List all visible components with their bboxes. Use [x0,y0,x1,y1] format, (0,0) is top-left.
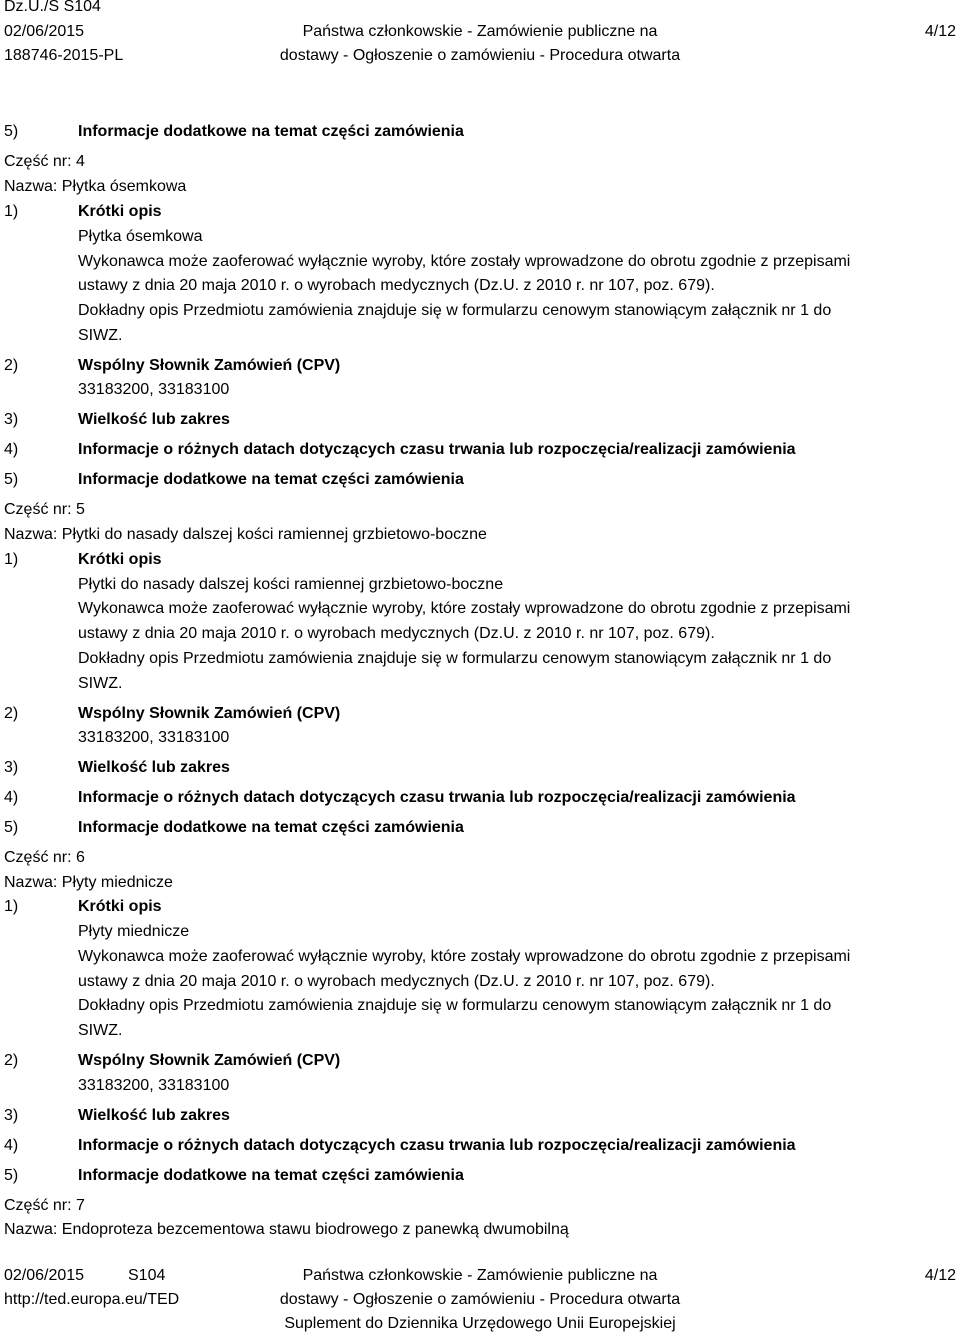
cpv-codes: 33183200, 33183100 [78,729,230,746]
section-5-heading [4,122,464,142]
section-title: Krótki opis [78,551,162,568]
footer-url[interactable]: http://ted.europa.eu/TED [4,1291,180,1308]
section-1-heading [4,202,162,222]
description-line: Dokładny opis Przedmiotu zamówienia znajduje się w formularzu cenowym stanowiącym załącznik nr 1 do [78,650,832,667]
section-number: 1) [4,898,19,915]
short-description-title: Płytki do nasady dalszej kości ramiennej grzbietowo-boczne [78,576,504,593]
section-number: 3) [4,1107,19,1124]
section-title: Informacje o różnych datach dotyczących czasu trwania lub rozpoczęcia/realizacji zamówienia [78,1137,796,1154]
section-number: 2) [4,357,19,374]
footer-date: 02/06/2015 [4,1267,85,1284]
header-date: 02/06/2015 [4,23,85,40]
section-2-heading [4,704,340,724]
part-number: Część nr: 6 [4,849,85,866]
cpv-codes: 33183200, 33183100 [78,1077,230,1094]
section-number: 4) [4,441,19,458]
section-5-heading [4,470,464,490]
part-number: Część nr: 7 [4,1197,85,1214]
section-3-heading [4,410,230,430]
section-number: 1) [4,551,19,568]
section-title: Informacje dodatkowe na temat części zamówienia [78,123,464,140]
header-page-number: 4/12 [924,23,956,40]
footer-page-number: 4/12 [924,1267,956,1284]
section-number: 3) [4,411,19,428]
section-number: 4) [4,1137,19,1154]
section-title: Wielkość lub zakres [78,759,230,776]
section-title: Informacje o różnych datach dotyczących czasu trwania lub rozpoczęcia/realizacji zamówienia [78,789,796,806]
part-number: Część nr: 4 [4,153,85,170]
section-title: Informacje dodatkowe na temat części zamówienia [78,1167,464,1184]
section-title: Informacje o różnych datach dotyczących czasu trwania lub rozpoczęcia/realizacji zamówienia [78,441,796,458]
section-number: 5) [4,1167,19,1184]
section-number: 5) [4,123,19,140]
description-line: Wykonawca może zaoferować wyłącznie wyroby, które zostały wprowadzone do obrotu zgodnie z przepisami [78,948,851,965]
section-number: 4) [4,789,19,806]
footer-title-line2: dostawy - Ogłoszenie o zamówieniu - Procedura otwarta [279,1291,681,1308]
description-line: SIWZ. [78,327,123,344]
section-number: 2) [4,1052,19,1069]
footer-issue: S104 [128,1267,166,1284]
description-line: Wykonawca może zaoferować wyłącznie wyroby, które zostały wprowadzone do obrotu zgodnie z przepisami [78,253,851,270]
section-number: 5) [4,819,19,836]
section-5-heading [4,818,464,838]
section-1-heading [4,550,162,570]
header-title-line1: Państwa członkowskie - Zamówienie publiczne na [302,23,658,40]
section-title: Wielkość lub zakres [78,411,230,428]
cpv-codes: 33183200, 33183100 [78,381,230,398]
description-line: SIWZ. [78,675,123,692]
section-number: 5) [4,471,19,488]
header-journal: Dz.U./S S104 [4,0,101,15]
section-title: Wspólny Słownik Zamówień (CPV) [78,705,341,722]
description-line: ustawy z dnia 20 maja 2010 r. o wyrobach medycznych (Dz.U. z 2010 r. nr 107, poz. 679). [78,973,715,990]
part-name: Nazwa: Endoproteza bezcementowa stawu biodrowego z panewką dwumobilną [4,1221,569,1238]
short-description-title: Płyty miednicze [78,923,190,940]
section-4-heading [4,440,796,460]
section-number: 3) [4,759,19,776]
section-4-heading [4,1136,796,1156]
section-1-heading [4,897,162,917]
short-description-title: Płytka ósemkowa [78,228,203,245]
description-line: SIWZ. [78,1022,123,1039]
section-3-heading [4,758,230,778]
header-title-line2: dostawy - Ogłoszenie o zamówieniu - Procedura otwarta [279,47,681,64]
part-name: Nazwa: Płytki do nasady dalszej kości ramiennej grzbietowo-boczne [4,526,487,543]
section-title: Wspólny Słownik Zamówień (CPV) [78,1052,341,1069]
section-number: 2) [4,705,19,722]
section-number: 1) [4,203,19,220]
section-2-heading [4,356,340,376]
part-name: Nazwa: Płytka ósemkowa [4,178,187,195]
description-line: Dokładny opis Przedmiotu zamówienia znajduje się w formularzu cenowym stanowiącym załącznik nr 1 do [78,997,832,1014]
part-name: Nazwa: Płyty miednicze [4,874,173,891]
section-title: Informacje dodatkowe na temat części zamówienia [78,471,464,488]
section-5-heading [4,1166,464,1186]
header-doc-id: 188746-2015-PL [4,47,124,64]
section-3-heading [4,1106,230,1126]
description-line: ustawy z dnia 20 maja 2010 r. o wyrobach medycznych (Dz.U. z 2010 r. nr 107, poz. 679). [78,625,715,642]
footer-title-line1: Państwa członkowskie - Zamówienie publiczne na [302,1267,658,1284]
section-2-heading [4,1051,340,1071]
description-line: Wykonawca może zaoferować wyłącznie wyroby, które zostały wprowadzone do obrotu zgodnie z przepisami [78,600,851,617]
section-title: Krótki opis [78,898,162,915]
part-number: Część nr: 5 [4,501,85,518]
description-line: Dokładny opis Przedmiotu zamówienia znajduje się w formularzu cenowym stanowiącym załącznik nr 1 do [78,302,832,319]
section-4-heading [4,788,796,808]
section-title: Wspólny Słownik Zamówień (CPV) [78,357,341,374]
section-title: Wielkość lub zakres [78,1107,230,1124]
description-line: ustawy z dnia 20 maja 2010 r. o wyrobach medycznych (Dz.U. z 2010 r. nr 107, poz. 679). [78,277,715,294]
footer-title-line3: Suplement do Dziennika Urzędowego Unii Europejskiej [284,1315,676,1332]
section-title: Informacje dodatkowe na temat części zamówienia [78,819,464,836]
section-title: Krótki opis [78,203,162,220]
